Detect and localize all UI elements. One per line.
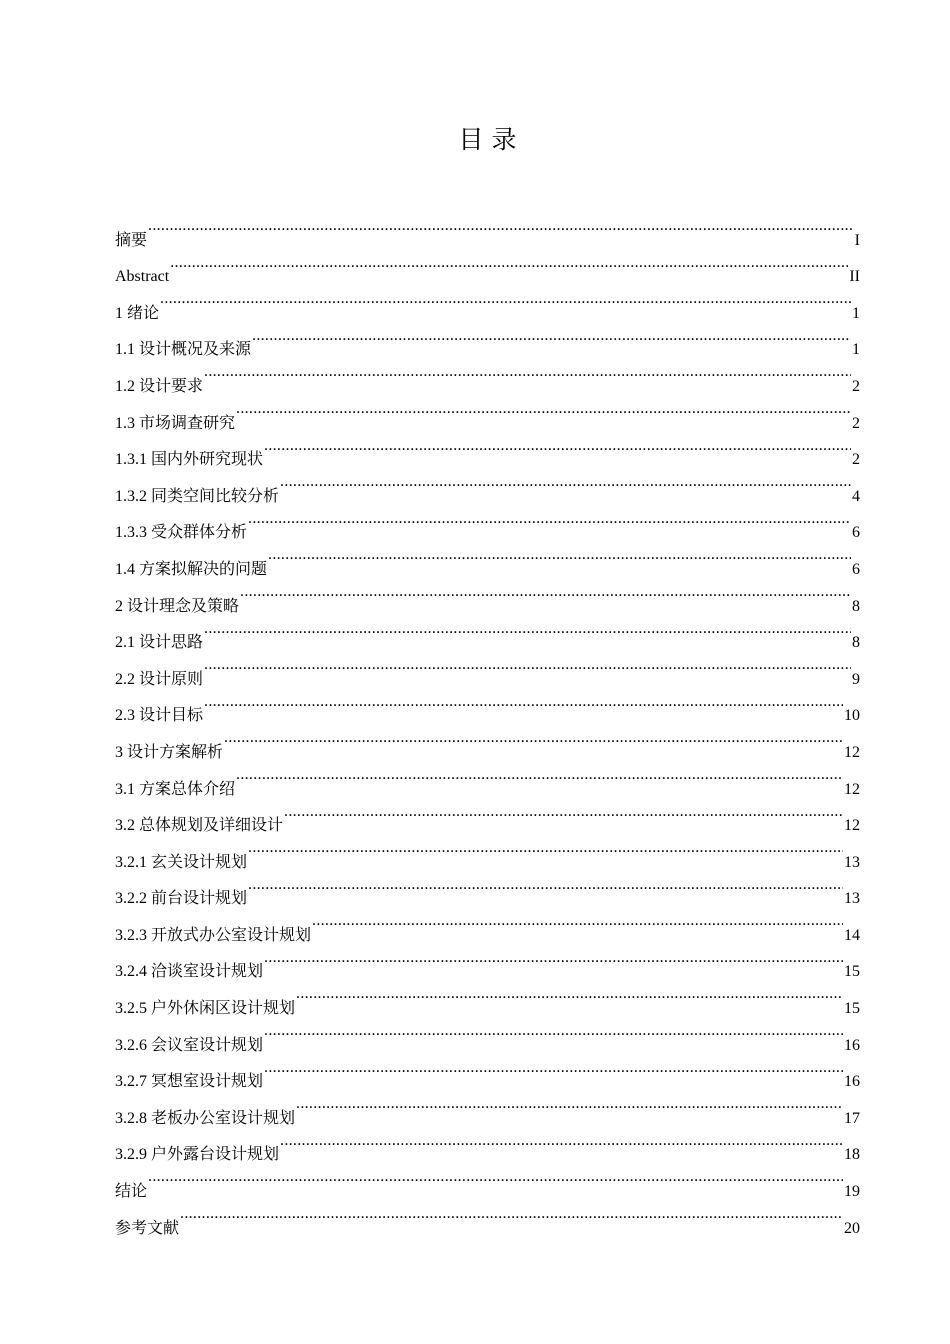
toc-dot-leader [264, 940, 843, 977]
toc-entry-2-1[interactable] [115, 611, 860, 652]
toc-entry-page: 15 [844, 1000, 860, 1018]
toc-entry-references[interactable] [115, 1196, 860, 1237]
toc-entry-2-2[interactable] [115, 647, 860, 688]
toc-dot-leader [204, 647, 851, 684]
toc-entry-label: 1.3.1 国内外研究现状 [115, 451, 264, 469]
toc-entry-label: 1.1 设计概况及来源 [115, 341, 252, 359]
toc-entry-page: 9 [852, 670, 860, 688]
toc-dot-leader [284, 794, 843, 831]
toc-entry-page: 12 [844, 817, 860, 835]
toc-dot-leader [224, 720, 843, 757]
toc-entry-page: 8 [852, 597, 860, 615]
toc-entry-page: 6 [852, 560, 860, 578]
toc-dot-leader [236, 757, 843, 794]
toc-entry-1[interactable] [115, 281, 860, 322]
toc-entry-page: 1 [852, 341, 860, 359]
toc-entry-label: 1.4 方案拟解决的问题 [115, 560, 268, 578]
toc-entry-page: 2 [852, 377, 860, 395]
toc-entry-label: 3.2.6 会议室设计规划 [115, 1036, 264, 1054]
toc-entry-label: 摘要 [115, 231, 148, 249]
toc-entry-label: 3.2.2 前台设计规划 [115, 890, 248, 908]
toc-entry-label: 3.2.7 冥想室设计规划 [115, 1073, 264, 1091]
toc-entry-page: 17 [844, 1109, 860, 1127]
toc-entry-label: 3.2.1 玄关设计规划 [115, 853, 248, 871]
toc-entry-page: 8 [852, 634, 860, 652]
toc-entry-2-3[interactable] [115, 684, 860, 725]
page-title: 目 录 [458, 125, 517, 154]
toc-dot-leader [264, 1050, 843, 1087]
toc-entry-3-1[interactable] [115, 757, 860, 798]
toc-entry-page: 10 [844, 707, 860, 725]
toc-dot-leader [248, 867, 843, 904]
toc-entry-1-2[interactable] [115, 354, 860, 395]
toc-entry-label: 3.2.5 户外休闲区设计规划 [115, 1000, 296, 1018]
toc-dot-leader [236, 391, 851, 428]
toc-entry-label: 1.3.3 受众群体分析 [115, 524, 248, 542]
toc-entry-page: 12 [844, 780, 860, 798]
toc-entry-label: 2.3 设计目标 [115, 707, 204, 725]
toc-entry-label: 1.3.2 同类空间比较分析 [115, 487, 280, 505]
toc-entry-page: 12 [844, 743, 860, 761]
toc-entry-conclusion[interactable] [115, 1159, 860, 1201]
toc-dot-leader [248, 501, 851, 538]
toc-entry-label: 3.2.9 户外露台设计规划 [115, 1146, 280, 1164]
toc-dot-leader [204, 611, 851, 648]
toc-entry-label: 3.2.8 老板办公室设计规划 [115, 1109, 296, 1127]
toc-dot-leader [148, 208, 854, 245]
toc-entry-page: 13 [844, 853, 860, 871]
toc-entry-label: Abstract [115, 268, 170, 286]
toc-dot-leader [248, 830, 843, 867]
toc-dot-leader [264, 1013, 843, 1050]
toc-entry-1-3[interactable] [115, 391, 860, 432]
toc-entry-page: 19 [844, 1183, 860, 1201]
toc-dot-leader [204, 684, 843, 721]
toc-entry-page: II [849, 268, 860, 286]
toc-entry-label: 2.2 设计原则 [115, 670, 204, 688]
table-of-contents [115, 208, 860, 1237]
toc-entry-page: 13 [844, 890, 860, 908]
toc-dot-leader [296, 1086, 843, 1123]
toc-dot-leader [296, 976, 843, 1013]
toc-entry-label: 2 设计理念及策略 [115, 597, 240, 615]
toc-dot-leader [312, 903, 843, 940]
toc-entry-label: 3.2 总体规划及详细设计 [115, 817, 284, 835]
toc-entry-label: 1.2 设计要求 [115, 377, 204, 395]
toc-entry-label: 3.2.4 洽谈室设计规划 [115, 963, 264, 981]
toc-entry-label: 参考文献 [115, 1219, 180, 1237]
toc-entry-abstract-en[interactable] [115, 245, 860, 286]
toc-entry-page: 4 [852, 487, 860, 505]
toc-entry-page: 16 [844, 1073, 860, 1091]
toc-dot-leader [170, 245, 848, 282]
toc-entry-label: 3.1 方案总体介绍 [115, 780, 236, 798]
toc-entry-label: 3.2.3 开放式办公室设计规划 [115, 926, 312, 944]
toc-entry-abstract-cn[interactable] [115, 208, 860, 249]
toc-dot-leader [252, 318, 851, 355]
toc-entry-page: 20 [844, 1219, 860, 1237]
toc-entry-page: 2 [852, 451, 860, 469]
toc-entry-page: 16 [844, 1036, 860, 1054]
toc-dot-leader [160, 281, 851, 318]
toc-entry-page: 1 [852, 304, 860, 322]
toc-entry-label: 1.3 市场调查研究 [115, 414, 236, 432]
toc-entry-label: 1 绪论 [115, 304, 160, 322]
toc-dot-leader [180, 1196, 843, 1233]
toc-dot-leader [240, 574, 851, 611]
toc-dot-leader [280, 464, 851, 501]
toc-entry-page: 6 [852, 524, 860, 542]
toc-entry-3[interactable] [115, 720, 860, 761]
toc-dot-leader [204, 354, 851, 391]
toc-dot-leader [268, 537, 851, 574]
toc-dot-leader [280, 1123, 843, 1160]
toc-entry-page: I [854, 231, 860, 249]
toc-entry-page: 14 [844, 926, 860, 944]
toc-dot-leader [148, 1159, 843, 1196]
toc-entry-page: 18 [844, 1146, 860, 1164]
toc-entry-label: 2.1 设计思路 [115, 634, 204, 652]
toc-entry-label: 3 设计方案解析 [115, 743, 224, 761]
toc-dot-leader [264, 428, 851, 465]
toc-entry-1-1[interactable] [115, 318, 860, 359]
toc-entry-label: 结论 [115, 1183, 148, 1201]
toc-entry-page: 2 [852, 414, 860, 432]
toc-entry-page: 15 [844, 963, 860, 981]
